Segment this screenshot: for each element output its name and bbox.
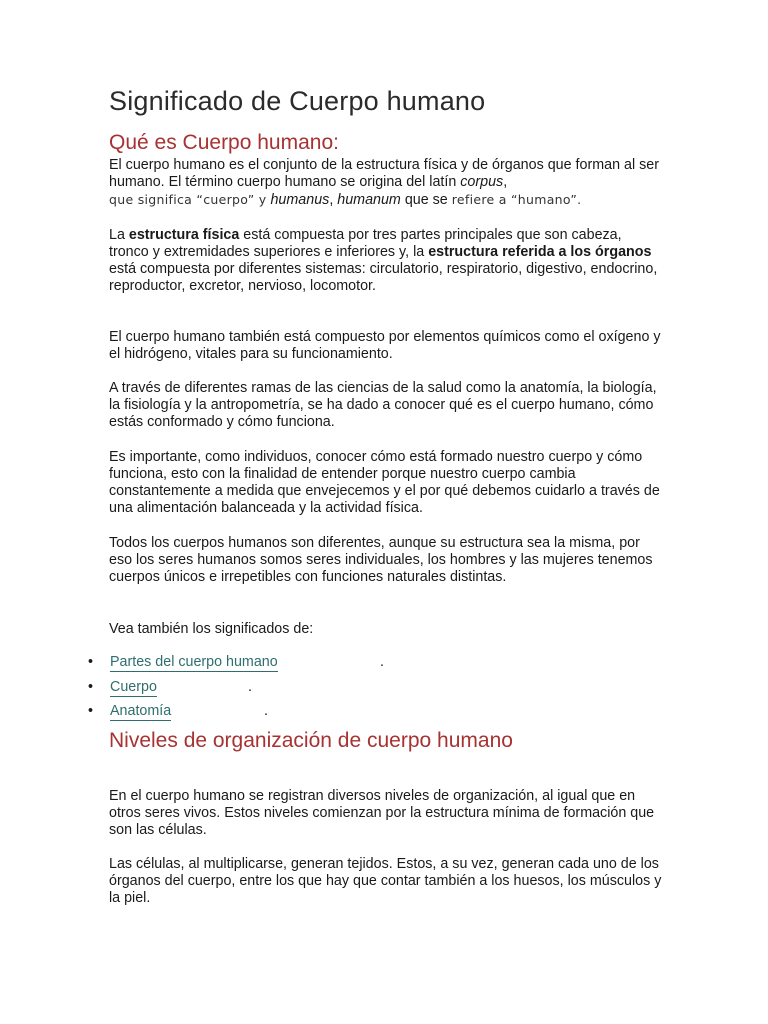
paragraph-estructura: La estructura física está compuesta por tres partes principales que son cabeza, tronco y extremidades superiores e inferiores y, la estructura referida a los órganos está compuesta por diferentes sistemas: circulatorio, respiratorio, digestivo, endocrino, reproductor, excretor, nervioso, locomotor. <box>109 227 658 294</box>
page-title: Significado de Cuerpo humano <box>109 86 486 116</box>
paragraph-elementos-quimicos: El cuerpo humano también está compuesto por elementos químicos como el oxígeno y el hidrógeno, vitales para su funcionamiento. <box>109 329 661 362</box>
link-anatomia[interactable]: Anatomía <box>110 703 172 719</box>
latin-humanus: humanus <box>270 192 330 208</box>
bold-estructura-fisica: estructura física <box>128 227 240 243</box>
paragraph-diferencias: Todos los cuerpos humanos son diferentes, aunque su estructura sea la misma, por eso los seres humanos somos seres individuales, los hombres y las mujeres tenemos cuerpos únicos e irrepetibles con funciones naturales distintas. <box>109 535 653 585</box>
bullet-icon: • <box>88 654 94 670</box>
bold-estructura-organos: estructura referida a los órganos <box>428 244 652 260</box>
paragraph-ramas-ciencias: A través de diferentes ramas de las ciencias de la salud como la anatomía, la biología, la fisiología y la antropometría, se ha dado a conocer qué es el cuerpo humano, cómo estás conformado y cómo funciona. <box>109 380 657 430</box>
paragraph-celulas: Las células, al multiplicarse, generan tejidos. Estos, a su vez, generan cada uno de los órganos del cuerpo, entre los que hay que contar también a los huesos, los músculos y la piel. <box>109 856 662 906</box>
link-cuerpo[interactable]: Cuerpo <box>110 678 157 695</box>
see-also-label: Vea también los significados de: <box>109 621 314 637</box>
intro-text: El cuerpo humano es el conjunto de la estructura física y de órganos que forman al ser humano. El término cuerpo humano se origina del latín <box>109 157 659 190</box>
paragraph-intro: El cuerpo humano es el conjunto de la estructura física y de órganos que forman al ser humano. El término cuerpo humano se origina del latín corpus, que significa “cuerpo” y humanus, humanum que se refiere a “humano”. <box>109 157 659 208</box>
bullet-icon: • <box>88 678 94 695</box>
section-heading-que-es: Qué es Cuerpo humano: <box>109 131 339 154</box>
latin-humanum: humanum <box>337 192 401 208</box>
paragraph-niveles-intro: En el cuerpo humano se registran diversos niveles de organización, al igual que en otros seres vivos. Estos niveles comienzan por la estructura mínima de formación que son las células. <box>109 788 655 838</box>
document-page: Significado de Cuerpo humano Qué es Cuerpo humano: El cuerpo humano es el conjunto de la estructura física y de órganos que forman al ser humano. El término cuerpo humano se origina del latín corpus, que significa “cuerpo” y humanus, humanum que se refiere a “humano”. La estructura física está compuesta por tres partes principales que son cabeza, tronco y extremidades superiores e inferiores y, la estructura referida a los órganos está compuesta por diferentes sistemas: circulatorio, respiratorio, digestivo, endocrino, reproductor, excretor, nervioso, locomotor. El cuerpo humano también está compuesto por elementos químicos como el oxígeno y el hidrógeno, vitales para su funcionamiento. A través de diferentes ramas de las ciencias de la salud como la anatomía, la biología, la fisiología y la antropometría, se ha dado a conocer qué es el cuerpo humano, cómo estás conformado y cómo funciona. Es importante, como individuos, conocer cómo está formado nuestro cuerpo y cómo funciona, esto con la finalidad de entender porque nuestro cuerpo cambia constantemente a medida que envejecemos y el por qué debemos cuidarlo a través de una alimentación balanceada y la actividad física. Todos los cuerpos humanos son diferentes, aunque su estructura sea la misma, por eso los seres humanos somos seres individuales, los hombres y las mujeres tenemos cuerpos únicos e irrepetibles con funciones naturales distintas. Vea también los significados de: • Partes del cuerpo humano . • Cuerpo . • Anatomía . Niveles de organización de cuerpo humano En el cuerpo humano se registran diversos niveles de organización, al igual que en otros seres vivos. Estos niveles comienzan por la estructura mínima de formación que son las células. Las células, al multiplicarse, generan tejidos. Estos, a su vez, generan cada uno de los órganos del cuerpo, entre los que hay que contar también a los huesos, los músculos y la piel. <box>0 0 768 1024</box>
link-partes-cuerpo-humano[interactable]: Partes del cuerpo humano <box>110 654 278 670</box>
latin-corpus: corpus <box>460 174 504 190</box>
section-heading-niveles: Niveles de organización de cuerpo humano <box>109 729 513 752</box>
intro-meaning: que significa “cuerpo” y <box>109 192 267 207</box>
paragraph-importancia: Es importante, como individuos, conocer cómo está formado nuestro cuerpo y cómo funciona, esto con la finalidad de entender porque nuestro cuerpo cambia constantemente a medida que envejecemos y el por qué debemos cuidarlo a través de una alimentación balanceada y la actividad física. <box>109 449 660 516</box>
bullet-icon: • <box>88 703 94 719</box>
